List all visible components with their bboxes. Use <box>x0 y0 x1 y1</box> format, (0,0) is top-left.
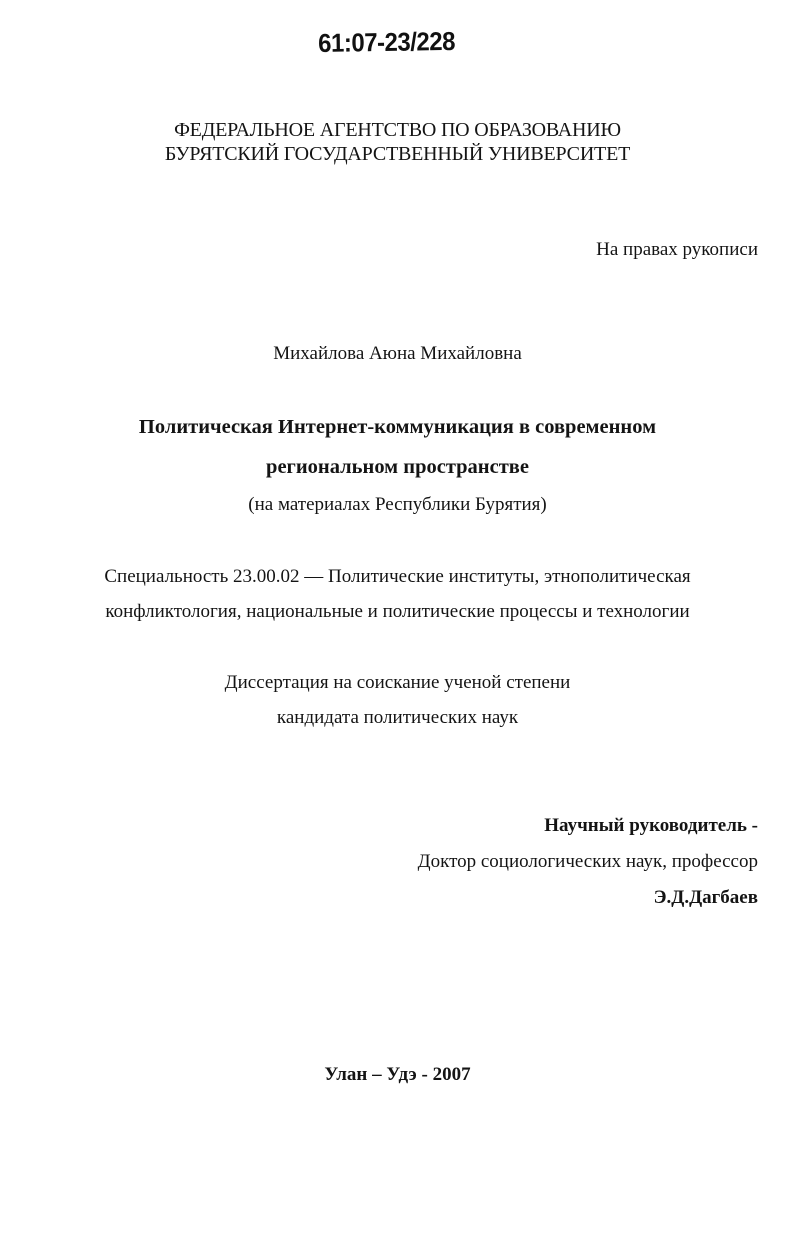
specialty-line-2: конфликтология, национальные и политические процессы и технологии <box>105 601 690 622</box>
organization-line-agency: ФЕДЕРАЛЬНОЕ АГЕНТСТВО ПО ОБРАЗОВАНИЮ <box>174 119 621 141</box>
dissertation-subtitle: (на материалах Республики Бурятия) <box>248 494 547 515</box>
specialty-line-1: Специальность 23.00.02 — Политические институты, этнополитическая <box>104 566 691 587</box>
dissertation-title-line-2: региональном пространстве <box>266 456 529 478</box>
supervisor-heading: Научный руководитель - <box>544 815 758 836</box>
supervisor-name: Э.Д.Дагбаев <box>653 887 758 908</box>
archive-code-stamp: 61:07-23/228 <box>318 25 456 58</box>
manuscript-rights-note: На правах рукописи <box>596 239 758 260</box>
supervisor-credentials: Доктор социологических наук, профессор <box>417 851 758 872</box>
author-name: Михайлова Аюна Михайловна <box>273 343 522 364</box>
degree-line-2: кандидата политических наук <box>276 707 519 728</box>
place-and-year: Улан – Удэ - 2007 <box>324 1064 471 1085</box>
dissertation-title-line-1: Политическая Интернет-коммуникация в современном <box>138 416 657 438</box>
organization-line-university: БУРЯТСКИЙ ГОСУДАРСТВЕННЫЙ УНИВЕРСИТЕТ <box>164 143 631 165</box>
degree-line-1: Диссертация на соискание ученой степени <box>224 672 571 693</box>
